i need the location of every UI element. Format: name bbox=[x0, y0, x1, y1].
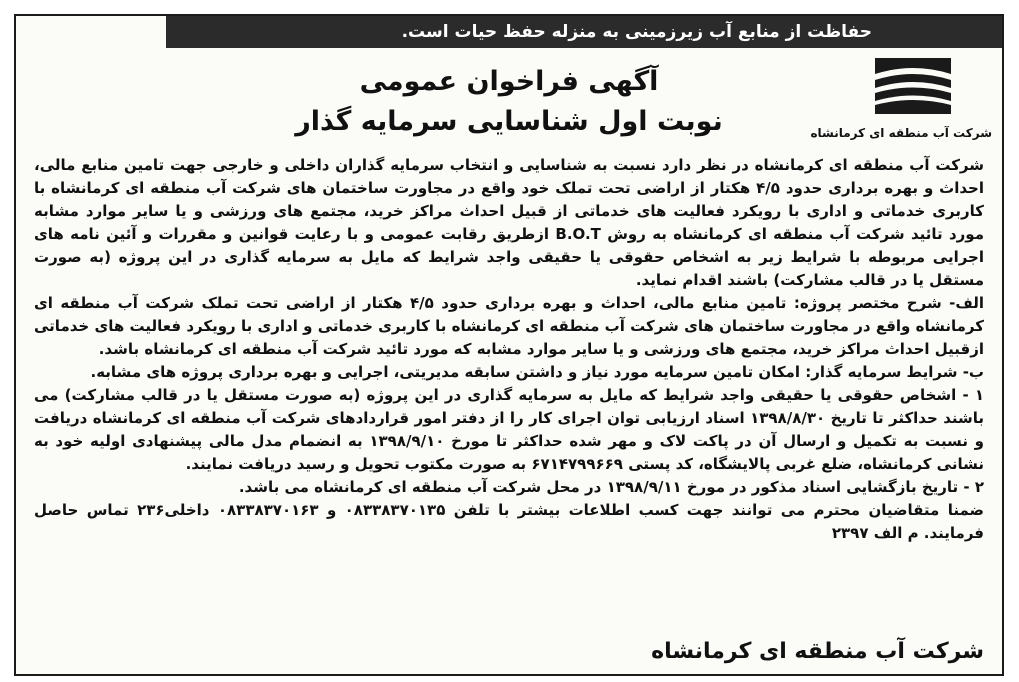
section-a-paragraph: الف- شرح مختصر پروژه: تامین منابع مالی، احداث و بهره برداری حدود ۴/۵ هکتار از اراضی تحت تملک شرکت آب منطقه ای کرمانشاه واقع در مجاورت ساختمان های شرکت آب منطقه ای کرمانشاه با کاربری خدماتی و اداری با رویکرد فعالیت های خدماتی ازقبیل احداث مراکز خرید، مجتمع های ورزشی و یا سایر موارد مشابه که مورد تائید شرکت آب منطقه ای کرمانشاه باشد. bbox=[34, 294, 985, 358]
title-line-1: آگهی فراخوان عمومی bbox=[359, 66, 659, 97]
logo-caption: شرکت آب منطقه ای کرمانشاه bbox=[810, 126, 992, 140]
item-1-paragraph: ۱ - اشخاص حقوقی یا حقیقی واجد شرایط که مایل به سرمایه گذاری در این پروژه (به صورت مستقل یا در قالب مشارکت) می باشند حداکثر تا تاریخ ۱۳۹۸/۸/۳۰ اسناد ارزیابی توان اجرای کار را از دفتر امور قراردادهای شرکت آب منطقه ای کرمانشاه دریافت و نسبت به تکمیل و ارسال آن در پاکت لاک و مهر شده حداکثر تا مورخ ۱۳۹۸/۹/۱۰ به انضمام مدل مالی پیشنهادی اولیه خود به نشانی کرمانشاه، ضلع غربی پالایشگاه، کد پستی ۶۷۱۴۷۹۹۶۶۹ به صورت مکتوب تحویل و رسید دریافت نمایند. bbox=[34, 386, 984, 473]
section-b-paragraph: ب- شرایط سرمایه گذار: امکان تامین سرمایه مورد نیاز و داشتن سابقه مدیریتی، اجرایی و بهره برداری پروژه های مشابه. bbox=[90, 363, 984, 381]
closing-paragraph: ضمنا متقاضیان محترم می توانند جهت کسب اطلاعات بیشتر با تلفن ۰۸۳۳۸۳۷۰۱۳۵ و ۰۸۳۳۸۳۷۰۱۶۳ داخلی۲۳۶ تماس حاصل فرمایند. م الف ۲۳۹۷ bbox=[34, 501, 984, 542]
item-2-paragraph: ۲ - تاریخ بازگشایی اسناد مذکور در مورخ ۱۳۹۸/۹/۱۱ در محل شرکت آب منطقه ای کرمانشاه می باشد. bbox=[238, 478, 984, 496]
signature: شرکت آب منطقه ای کرمانشاه bbox=[651, 639, 984, 664]
title-line-2: نوبت اول شناسایی سرمایه گذار bbox=[295, 106, 723, 137]
company-logo bbox=[810, 56, 992, 152]
slogan-band: حفاظت از منابع آب زیرزمینی به منزله حفظ حیات است. bbox=[16, 16, 1002, 48]
intro-paragraph: شرکت آب منطقه ای کرمانشاه در نظر دارد نسبت به شناسایی و انتخاب سرمایه گذاران داخلی و خارجی جهت تامین منابع مالی، احداث و بهره برداری حدود ۴/۵ هکتار از اراضی تحت تملک خود واقع در مجاورت ساختمان های شرکت آب منطقه ای کرمانشاه با کاربری خدماتی و اداری با رویکرد فعالیت های خدماتی از قبیل احداث مراکز خرید، مجتمع های ورزشی و یا سایر موارد مشابه مورد تائید شرکت آب منطقه ای کرمانشاه به روش B.O.T ازطریق رقابت عمومی و با رعایت قوانین و مقررات و آئین نامه های اجرایی مربوطه با شرایط زیر به اشخاص حقوقی یا حقیقی واجد شرایط که مایل به سرمایه گذاری در این پروژه (به صورت مستقل یا در قالب مشارکت) باشند اقدام نماید. bbox=[34, 156, 984, 289]
water-logo-icon bbox=[853, 56, 973, 116]
notice-title bbox=[196, 62, 822, 142]
notice-paper bbox=[14, 14, 1004, 676]
slogan-band-corner bbox=[16, 16, 166, 48]
notice-body bbox=[34, 154, 984, 545]
